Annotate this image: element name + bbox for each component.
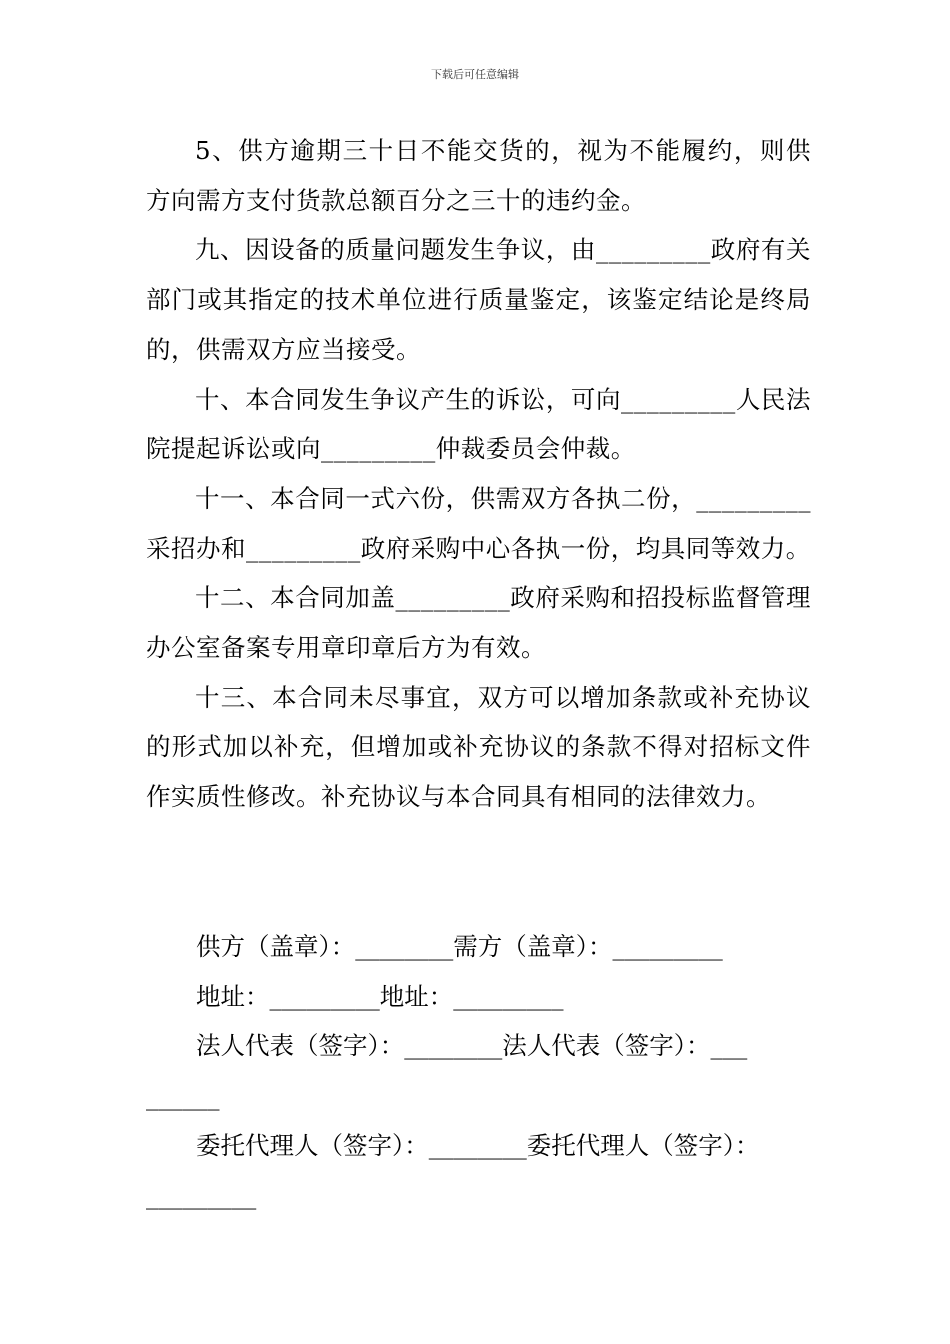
agent-line: 委托代理人（签字）：________委托代理人（签字）： bbox=[196, 1131, 760, 1160]
address-line: 地址：_________地址：_________ bbox=[196, 982, 564, 1011]
legal-rep-continuation: ______ bbox=[146, 1082, 220, 1111]
clause-11: 十一、本合同一式六份，供需双方各执二份，_________采招办和_________政府采购中心各执一份，均具同等效力。 bbox=[146, 483, 811, 563]
agent-continuation: _________ bbox=[146, 1181, 257, 1210]
seal-line: 供方（盖章）：________需方（盖章）：_________ bbox=[196, 932, 723, 961]
clause-13: 十三、本合同未尽事宜，双方可以增加条款或补充协议的形式加以补充，但增加或补充协议的条款不得对招标文件作实质性修改。补充协议与本合同具有相同的法律效力。 bbox=[146, 682, 811, 812]
clause-12: 十二、本合同加盖_________政府采购和招投标监督管理办公室备案专用章印章后方为有效。 bbox=[146, 583, 811, 663]
page-header: 下载后可任意编辑 bbox=[431, 68, 519, 81]
contract-body bbox=[146, 126, 811, 822]
clause-5: 5、供方逾期三十日不能交货的，视为不能履约，则供方向需方支付货款总额百分之三十的违约金。 bbox=[146, 136, 811, 215]
legal-rep-line: 法人代表（签字）：________法人代表（签字）：___ bbox=[196, 1031, 748, 1060]
clause-9: 九、因设备的质量问题发生争议，由_________政府有关部门或其指定的技术单位进行质量鉴定，该鉴定结论是终局的，供需双方应当接受。 bbox=[146, 235, 811, 364]
clause-10: 十、本合同发生争议产生的诉讼，可向_________人民法院提起诉讼或向_________仲裁委员会仲裁。 bbox=[146, 384, 811, 464]
